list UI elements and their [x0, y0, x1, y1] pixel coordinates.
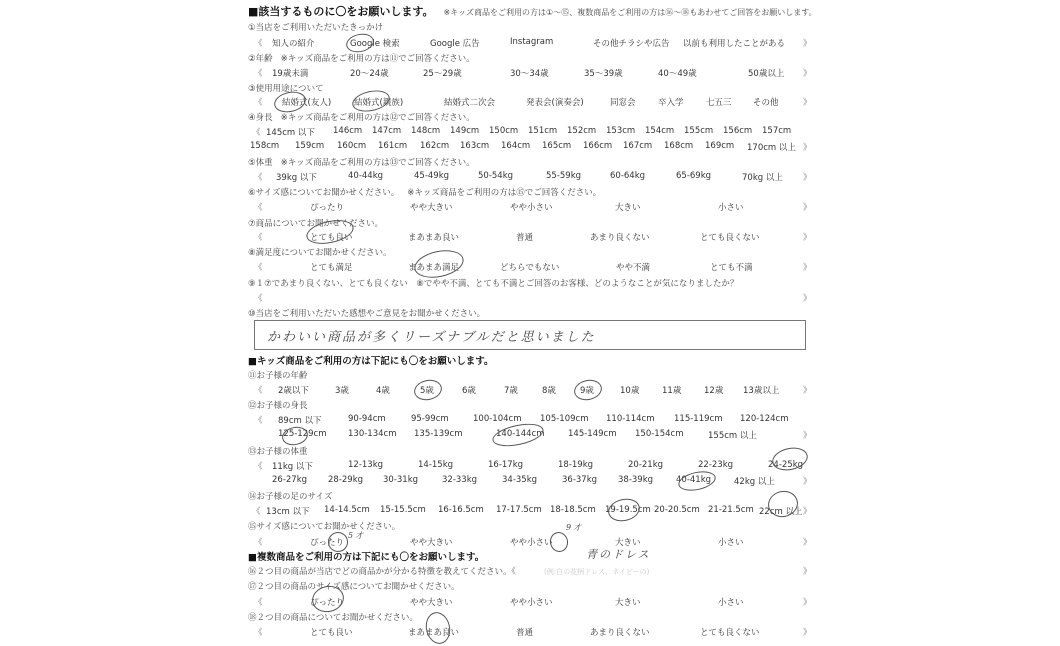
- q1-option[interactable]: Google 広告: [430, 39, 480, 49]
- q11-option[interactable]: 10歳: [620, 386, 640, 396]
- q17-label: ⑰２つ目の商品のサイズ感についてお聞かせください。: [248, 582, 460, 592]
- q11-option[interactable]: 13歳以上: [743, 386, 780, 396]
- close-bracket: 》: [803, 538, 812, 548]
- q5-option[interactable]: 55-59kg: [546, 171, 582, 181]
- q4-option[interactable]: 158cm: [250, 141, 280, 151]
- q16-hint: (例:白の花柄ドレス、ネイビーの): [544, 568, 650, 576]
- q14-option[interactable]: 17-17.5cm: [496, 505, 542, 515]
- q13-option[interactable]: 11kg 以下: [272, 462, 313, 472]
- q10-label: ⑩当店をご利用いただいた感想やご意見をお聞かせください。: [248, 309, 486, 319]
- q14-option[interactable]: 20-20.5cm: [654, 505, 700, 515]
- q12-option[interactable]: 155cm 以上: [708, 431, 757, 441]
- q5-option[interactable]: 39kg 以下: [276, 173, 317, 183]
- q11-option[interactable]: 2歳以下: [278, 386, 309, 396]
- close-bracket: 》: [803, 39, 812, 49]
- q8-option[interactable]: とても満足: [310, 263, 353, 273]
- open-bracket: 《: [254, 598, 263, 608]
- q11-option[interactable]: 12歳: [704, 386, 724, 396]
- multi-section-title: ■複数商品をご利用の方は下記にも〇をお願いします。: [248, 552, 485, 563]
- q1-option[interactable]: Google 検索: [350, 39, 400, 49]
- q3-option[interactable]: 七五三: [706, 98, 732, 108]
- q5-option[interactable]: 70kg 以上: [742, 173, 783, 183]
- q4-option[interactable]: 157cm: [762, 126, 792, 136]
- q18-option[interactable]: とても良い: [310, 628, 353, 638]
- kids-section-title: ■キッズ商品をご利用の方は下記にも〇をお願いします。: [248, 356, 494, 367]
- q13-option[interactable]: 32-33kg: [442, 475, 478, 485]
- open-bracket: 《: [254, 39, 263, 49]
- open-bracket: 《: [254, 386, 263, 396]
- close-bracket: 》: [803, 628, 812, 638]
- q4-option[interactable]: 154cm: [645, 126, 675, 136]
- q18-option[interactable]: あまり良くない: [590, 628, 650, 638]
- q5-option[interactable]: 65-69kg: [676, 171, 712, 181]
- q12-option[interactable]: 145-149cm: [568, 429, 617, 439]
- q12-option[interactable]: 130-134cm: [348, 429, 397, 439]
- q4-option[interactable]: 155cm: [684, 126, 714, 136]
- q4-option[interactable]: 147cm: [372, 126, 402, 136]
- q5-option[interactable]: 60-64kg: [610, 171, 646, 181]
- q12-option[interactable]: 125-129cm: [278, 429, 327, 439]
- open-bracket: 《: [252, 507, 261, 517]
- q12-option[interactable]: 120-124cm: [740, 414, 789, 424]
- q4-option[interactable]: 152cm: [567, 126, 597, 136]
- q7-option[interactable]: あまり良くない: [590, 233, 650, 243]
- q7-option[interactable]: とても良い: [310, 233, 353, 243]
- q14-option[interactable]: 22cm 以上: [759, 507, 803, 517]
- q11-label: ⑪お子様の年齢: [248, 371, 308, 381]
- q3-option[interactable]: 結婚式(友人): [282, 98, 332, 108]
- q16-label: ⑯２つ目の商品が当店でどの商品かが分かる特徴を教えてください。《: [248, 567, 516, 577]
- q7-option[interactable]: まあまあ良い: [408, 233, 460, 243]
- q2-option[interactable]: 25〜29歳: [423, 69, 462, 79]
- q1-option[interactable]: その他チラシや広告: [593, 39, 670, 49]
- q1-option[interactable]: 知人の紹介: [272, 39, 315, 49]
- q12-label: ⑫お子様の身長: [248, 401, 308, 411]
- q13-option[interactable]: 28-29kg: [328, 475, 364, 485]
- q12-option[interactable]: 90-94cm: [348, 414, 386, 424]
- selection-circle-mark: [423, 610, 453, 646]
- q5-options: [248, 171, 810, 185]
- close-bracket: 》: [803, 263, 812, 273]
- q8-option[interactable]: やや不満: [616, 263, 651, 273]
- q4-option[interactable]: 156cm: [723, 126, 753, 136]
- q4-option[interactable]: 167cm: [623, 141, 653, 151]
- q6-options: [248, 201, 810, 215]
- q7-option[interactable]: とても良くない: [700, 233, 760, 243]
- q18-option[interactable]: まあまあ良い: [408, 628, 460, 638]
- q4-option[interactable]: 149cm: [450, 126, 480, 136]
- q5-option[interactable]: 50-54kg: [478, 171, 514, 181]
- q11-option[interactable]: 7歳: [504, 386, 518, 396]
- q17-option[interactable]: やや大きい: [410, 598, 453, 608]
- q3-option[interactable]: その他: [753, 98, 779, 108]
- q14-option[interactable]: 21-21.5cm: [708, 505, 754, 515]
- q4-options-row1: [248, 126, 810, 140]
- q2-option[interactable]: 35〜39歳: [584, 69, 623, 79]
- q3-label: ③使用用途について: [248, 84, 324, 94]
- close-bracket: 》: [803, 203, 812, 213]
- q1-label: ①当店をご利用いただいたきっかけ: [248, 23, 384, 33]
- close-bracket: 》: [803, 233, 812, 243]
- handwritten-feedback: かわいい商品が多くリーズナブルだと思いました: [267, 330, 596, 345]
- q12-option[interactable]: 89cm 以下: [278, 416, 322, 426]
- open-bracket: 《: [254, 69, 263, 79]
- q2-option[interactable]: 30〜34歳: [510, 69, 549, 79]
- q14-option[interactable]: 15-15.5cm: [380, 505, 426, 515]
- close-bracket: 》: [803, 69, 812, 79]
- q3-option[interactable]: 卒入学: [658, 98, 684, 108]
- q8-label: ⑧満足度についてお聞かせください。: [248, 248, 392, 258]
- q11-option[interactable]: 8歳: [542, 386, 556, 396]
- q12-option[interactable]: 105-109cm: [540, 414, 589, 424]
- open-bracket: 《: [254, 173, 263, 183]
- q1-option[interactable]: 以前も利用したことがある: [683, 39, 786, 49]
- q17-option[interactable]: 小さい: [718, 598, 744, 608]
- q14-options: [248, 505, 810, 519]
- handwritten-q16-answer[interactable]: 青のドレス: [586, 548, 651, 561]
- q14-option[interactable]: 14-14.5cm: [324, 505, 370, 515]
- q13-option[interactable]: 18-19kg: [558, 460, 594, 470]
- q13-option[interactable]: 40-41kg: [676, 475, 712, 485]
- close-bracket: 》: [803, 477, 812, 487]
- q18-label: ⑱２つ目の商品についてお聞かせください。: [248, 613, 418, 623]
- q13-options-row1: [248, 460, 810, 474]
- close-bracket: 》: [803, 173, 812, 183]
- q11-option[interactable]: 9歳: [580, 386, 594, 396]
- q4-option[interactable]: 151cm: [528, 126, 558, 136]
- q17-option[interactable]: 大きい: [615, 598, 641, 608]
- q4-option[interactable]: 164cm: [501, 141, 531, 151]
- q13-label: ⑬お子様の体重: [248, 447, 308, 457]
- q15-option[interactable]: やや小さい: [510, 538, 553, 548]
- q5-option[interactable]: 45-49kg: [414, 171, 450, 181]
- q14-option[interactable]: 13cm 以下: [266, 507, 310, 517]
- q8-options: [248, 261, 810, 275]
- q17-option[interactable]: ぴったり: [310, 598, 345, 608]
- open-bracket: 《: [254, 233, 263, 243]
- q12-option[interactable]: 140-144cm: [496, 429, 545, 439]
- feedback-box[interactable]: [254, 320, 806, 350]
- q13-options-row2: [248, 475, 810, 489]
- q4-label: ④身長 ※キッズ商品をご利用の方は⑫でご回答ください。: [248, 113, 475, 123]
- q12-option[interactable]: 135-139cm: [414, 429, 463, 439]
- handwritten-annotation: 5才: [348, 531, 366, 540]
- open-bracket: 《: [252, 128, 261, 138]
- q13-option[interactable]: 12-13kg: [348, 460, 384, 470]
- q13-option[interactable]: 24-25kg: [768, 460, 804, 470]
- q9-answer-field[interactable]: [248, 292, 810, 306]
- q17-option[interactable]: やや小さい: [510, 598, 553, 608]
- q12-option[interactable]: 150-154cm: [635, 429, 684, 439]
- q7-options: [248, 231, 810, 245]
- open-bracket: 《: [254, 416, 263, 426]
- q14-option[interactable]: 16-16.5cm: [438, 505, 484, 515]
- q11-option[interactable]: 5歳: [420, 386, 434, 396]
- selection-circle-mark: [412, 377, 444, 402]
- q11-option[interactable]: 4歳: [376, 386, 390, 396]
- q1-options: [248, 37, 810, 51]
- q12-option[interactable]: 100-104cm: [473, 414, 522, 424]
- q12-options-row2: [248, 429, 810, 443]
- q5-option[interactable]: 40-44kg: [348, 171, 384, 181]
- q3-options: [248, 96, 810, 110]
- q2-option[interactable]: 50歳以上: [748, 69, 785, 79]
- open-bracket: 《: [254, 263, 263, 273]
- q6-option[interactable]: 小さい: [718, 203, 744, 213]
- survey-header: [248, 3, 817, 19]
- q13-option[interactable]: 16-17kg: [488, 460, 524, 470]
- q7-option[interactable]: 普通: [516, 233, 534, 243]
- close-bracket: 》: [803, 386, 812, 396]
- q4-option[interactable]: 169cm: [705, 141, 735, 151]
- q18-option[interactable]: 普通: [516, 628, 534, 638]
- q15-option[interactable]: ぴったり: [310, 538, 345, 548]
- q13-option[interactable]: 20-21kg: [628, 460, 664, 470]
- header-note: ※キッズ商品をご利用の方は①〜⑮、複数商品をご利用の方は⑯〜⑱もあわせてご回答をお願いします。: [443, 8, 817, 17]
- close-bracket: 》: [803, 507, 812, 517]
- q4-option[interactable]: 168cm: [664, 141, 694, 151]
- q17-options: [248, 596, 810, 610]
- close-bracket: 》: [803, 98, 812, 108]
- q14-option[interactable]: 19-19.5cm: [605, 505, 651, 515]
- close-bracket: 》: [803, 598, 812, 608]
- q4-option[interactable]: 170cm 以上: [747, 143, 796, 153]
- q3-option[interactable]: 結婚式二次会: [444, 98, 496, 108]
- q13-option[interactable]: 36-37kg: [562, 475, 598, 485]
- q2-option[interactable]: 19歳未満: [272, 69, 309, 79]
- q3-option[interactable]: 結婚式(親族): [354, 98, 404, 108]
- q4-option[interactable]: 159cm: [295, 141, 325, 151]
- q2-label: ②年齢 ※キッズ商品をご利用の方は⑪でご回答ください。: [248, 54, 475, 64]
- open-bracket: 《: [254, 98, 263, 108]
- q4-options-row2: [248, 141, 810, 155]
- q8-option[interactable]: とても不満: [710, 263, 753, 273]
- close-bracket: 》: [803, 431, 812, 441]
- q13-option[interactable]: 38-39kg: [618, 475, 654, 485]
- q13-option[interactable]: 26-27kg: [272, 475, 308, 485]
- q8-option[interactable]: どちらでもない: [500, 263, 560, 273]
- q3-option[interactable]: 同窓会: [610, 98, 636, 108]
- q9-label: ⑨１⑦であまり良くない、とても良くない ⑧でやや不満、とても不満とご回答のお客様、どのようなことが気になりましたか？: [248, 279, 739, 289]
- q11-options: [248, 384, 810, 398]
- q5-label: ⑤体重 ※キッズ商品をご利用の方は⑬でご回答ください。: [248, 158, 475, 168]
- q13-option[interactable]: 14-15kg: [418, 460, 454, 470]
- q1-option[interactable]: Instagram: [510, 37, 554, 47]
- open-bracket: 《: [254, 294, 263, 304]
- q12-option[interactable]: 115-119cm: [674, 414, 723, 424]
- q15-label: ⑮サイズ感についてお聞かせください。: [248, 522, 401, 532]
- q6-option[interactable]: やや大きい: [410, 203, 453, 213]
- q4-option[interactable]: 161cm: [378, 141, 408, 151]
- q8-option[interactable]: まあまあ満足: [408, 263, 460, 273]
- q3-option[interactable]: 発表会(演奏会): [526, 98, 584, 108]
- close-bracket: 》: [803, 567, 812, 577]
- open-bracket: 《: [254, 203, 263, 213]
- q13-option[interactable]: 34-35kg: [502, 475, 538, 485]
- handwritten-annotation: 9才: [566, 523, 584, 532]
- q15-option[interactable]: 小さい: [718, 538, 744, 548]
- q18-option[interactable]: とても良くない: [700, 628, 760, 638]
- q12-option[interactable]: 110-114cm: [606, 414, 655, 424]
- selection-circle-mark: [606, 496, 642, 524]
- q4-option[interactable]: 150cm: [489, 126, 519, 136]
- q14-label: ⑭お子様の足のサイズ: [248, 492, 333, 502]
- q4-option[interactable]: 160cm: [337, 141, 367, 151]
- q4-option[interactable]: 163cm: [460, 141, 490, 151]
- selection-circle-mark: [572, 377, 604, 402]
- q4-option[interactable]: 148cm: [411, 126, 441, 136]
- q6-option[interactable]: ぴったり: [310, 203, 345, 213]
- q7-label: ⑦商品についてお聞かせください。: [248, 219, 383, 229]
- open-bracket: 《: [254, 538, 263, 548]
- open-bracket: 《: [254, 628, 263, 638]
- header-title: ■該当するものに〇をお願いします。: [248, 5, 434, 18]
- q4-option[interactable]: 162cm: [420, 141, 450, 151]
- q13-option[interactable]: 22-23kg: [698, 460, 734, 470]
- q4-option[interactable]: 146cm: [333, 126, 363, 136]
- q2-option[interactable]: 20〜24歳: [350, 69, 389, 79]
- q6-label: ⑥サイズ感についてお聞かせください。 ※キッズ商品をご利用の方は⑮でご回答ください。: [248, 188, 602, 198]
- open-bracket: 《: [254, 462, 263, 472]
- q4-option[interactable]: 165cm: [542, 141, 572, 151]
- close-bracket: 》: [803, 294, 812, 304]
- q18-options: [248, 626, 810, 640]
- q4-option[interactable]: 166cm: [583, 141, 613, 151]
- q13-option[interactable]: 30-31kg: [383, 475, 419, 485]
- q2-options: [248, 67, 810, 81]
- q11-option[interactable]: 11歳: [662, 386, 682, 396]
- q6-option[interactable]: やや小さい: [510, 203, 553, 213]
- q12-option[interactable]: 95-99cm: [411, 414, 449, 424]
- close-bracket: 》: [803, 143, 812, 153]
- q13-option[interactable]: 42kg 以上: [734, 477, 775, 487]
- survey-sheet: [248, 0, 818, 640]
- q11-option[interactable]: 6歳: [462, 386, 476, 396]
- selection-circle-mark: [548, 530, 570, 553]
- q4-option[interactable]: 153cm: [606, 126, 636, 136]
- q2-option[interactable]: 40〜49歳: [658, 69, 697, 79]
- q11-option[interactable]: 3歳: [335, 386, 349, 396]
- q15-option[interactable]: やや大きい: [410, 538, 453, 548]
- q4-option[interactable]: 145cm 以下: [266, 128, 315, 138]
- q14-option[interactable]: 18-18.5cm: [550, 505, 596, 515]
- q15-option[interactable]: 大きい: [615, 538, 641, 548]
- q6-option[interactable]: 大きい: [615, 203, 641, 213]
